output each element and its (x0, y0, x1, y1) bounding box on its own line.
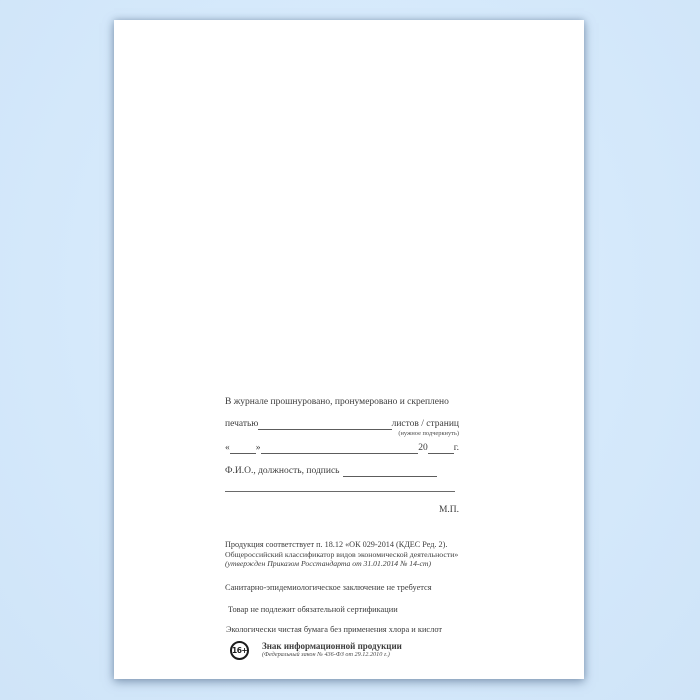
journal-back-page (114, 20, 584, 679)
age-16-badge-icon: 16+ (230, 641, 249, 660)
year-suffix: г. (453, 443, 459, 453)
close-quote: » (255, 443, 261, 453)
age-mark-law: (Федеральный закон № 436-ФЗ от 29.12.2010 г.) (262, 651, 390, 658)
name-row (225, 466, 459, 477)
year-prefix: 20 (418, 443, 428, 453)
age-mark-title: Знак информационной продукции (262, 641, 402, 651)
name-blank (343, 467, 438, 477)
note-certification: Товар не подлежит обязательной сертификации (228, 605, 398, 614)
signature-blank-line (225, 490, 455, 492)
binding-statement: В журнале прошнуровано, пронумеровано и скреплено (225, 397, 449, 407)
year-blank (428, 444, 454, 454)
sheets-row (225, 419, 459, 430)
stamp-place-abbr: М.П. (438, 505, 459, 515)
sheets-row-prefix: печатью (225, 419, 259, 429)
day-blank (230, 444, 256, 454)
note-eco-paper: Экологически чистая бумага без применения хлора и кислот (226, 625, 443, 634)
note-sanitary: Санитарно-эпидемиологическое заключение не требуется (225, 583, 432, 592)
sheets-count-blank (258, 420, 391, 430)
age-mark-row (225, 641, 459, 660)
sheets-row-suffix: листов / страниц (391, 419, 459, 429)
age-mark-text (262, 641, 402, 658)
compliance-line1: Продукция соответствует п. 18.12 «ОК 029-2014 (КДЕС Ред. 2). (225, 540, 448, 549)
name-row-label: Ф.И.О., должность, подпись (225, 466, 340, 476)
compliance-line2: Общероссийский классификатор видов экономической деятельности» (225, 549, 459, 559)
underline-hint: (нужное подчеркнуть) (398, 430, 459, 437)
date-row (225, 443, 459, 454)
open-quote: « (225, 443, 230, 453)
compliance-paragraph (225, 540, 459, 569)
compliance-line3: (утвержден Приказом Росстандарта от 31.01.2014 № 14-ст) (225, 559, 432, 569)
month-blank (261, 444, 419, 454)
